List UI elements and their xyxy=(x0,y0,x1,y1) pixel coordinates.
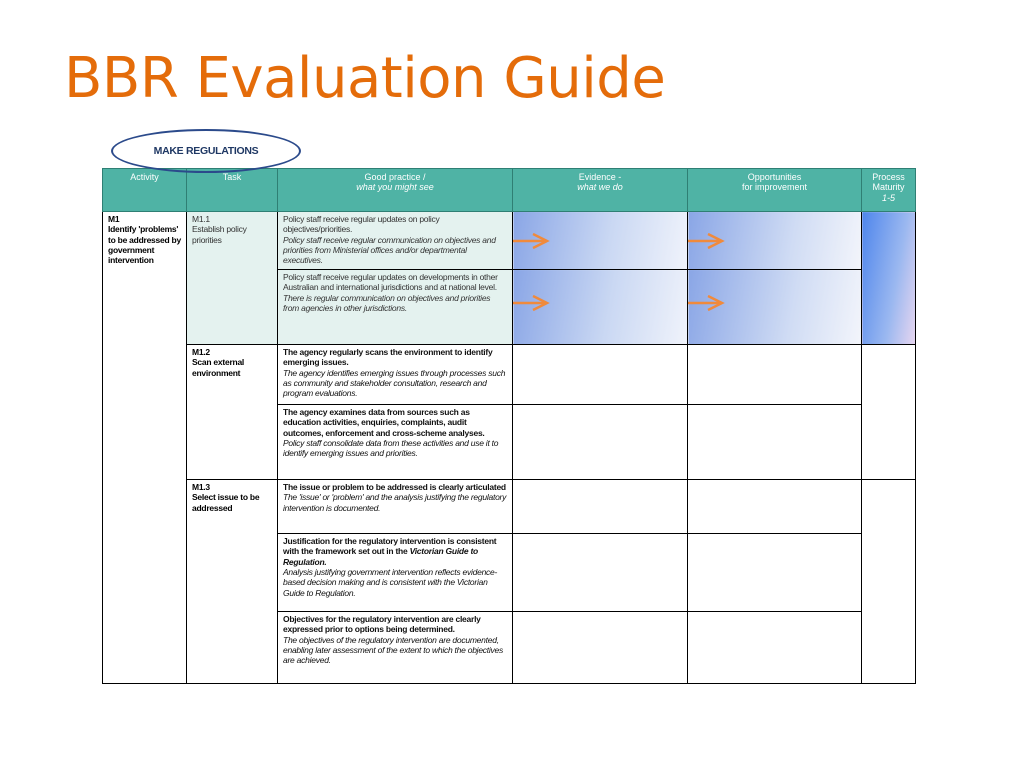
maturity-cell[interactable] xyxy=(862,480,916,684)
opportunities-cell[interactable] xyxy=(688,345,862,405)
evidence-cell[interactable] xyxy=(513,345,688,405)
section-label-oval xyxy=(111,129,301,173)
good-practice-cell: The agency examines data from sources such as education activities, enquiries, complaints, audit outcomes, enforcement and cross-scheme analyses. Policy staff consolidate data from these activities and use it to identify emerging issues and priorities. xyxy=(278,405,513,480)
task-cell-m1-1: M1.1 Establish policy priorities xyxy=(187,212,278,345)
evidence-cell[interactable] xyxy=(513,212,688,270)
table-row xyxy=(103,212,916,270)
good-practice-cell: The issue or problem to be addressed is clearly articulated The 'issue' or 'problem' and the analysis justifying the regulatory intervention is documented. xyxy=(278,480,513,534)
task-cell-m1-2: M1.2 Scan external environment xyxy=(187,345,278,480)
activity-cell: M1 Identify 'problems' to be addressed by government intervention xyxy=(103,212,187,684)
opportunities-cell[interactable] xyxy=(688,212,862,270)
arrow-right-icon xyxy=(688,233,727,249)
header-maturity: Process Maturity 1-5 xyxy=(862,169,916,212)
arrow-right-icon xyxy=(513,295,552,311)
opportunities-cell[interactable] xyxy=(688,534,862,612)
good-practice-cell: The agency regularly scans the environment to identify emerging issues. The agency identifies emerging issues through processes such as community and stakeholder consultation, research and program evaluations. xyxy=(278,345,513,405)
header-good-practice: Good practice / what you might see xyxy=(278,169,513,212)
evidence-cell[interactable] xyxy=(513,405,688,480)
opportunities-cell[interactable] xyxy=(688,270,862,345)
page-title: BBR Evaluation Guide xyxy=(64,46,666,111)
arrow-right-icon xyxy=(688,295,727,311)
good-practice-cell: Policy staff receive regular updates on policy objectives/priorities. Policy staff receive regular communication on objectives and priorities from Ministerial offices and/or departmental executives. xyxy=(278,212,513,270)
good-practice-cell: Objectives for the regulatory intervention are clearly expressed prior to options being determined. The objectives of the regulatory intervention are documented, enabling later assessment of the extent to which the objectives are achieved. xyxy=(278,612,513,684)
maturity-cell[interactable] xyxy=(862,345,916,480)
evidence-cell[interactable] xyxy=(513,612,688,684)
maturity-cell[interactable] xyxy=(862,212,916,345)
good-practice-cell: Policy staff receive regular updates on developments in other Australian and international jurisdictions and at national level. There is regular communication on objectives and priorities from agencies in other jurisdictions. xyxy=(278,270,513,345)
section-label: MAKE REGULATIONS xyxy=(153,145,259,157)
evidence-cell[interactable] xyxy=(513,270,688,345)
header-task: Task xyxy=(187,169,278,212)
good-practice-cell: Justification for the regulatory intervention is consistent with the framework set out in the Victorian Guide to Regulation. Analysis justifying government intervention reflects evidence-based decision making and is consistent with the Victorian Guide to Regulation. xyxy=(278,534,513,612)
table-header-row xyxy=(103,169,916,212)
arrow-right-icon xyxy=(513,233,552,249)
header-evidence: Evidence - what we do xyxy=(513,169,688,212)
evidence-cell[interactable] xyxy=(513,534,688,612)
opportunities-cell[interactable] xyxy=(688,405,862,480)
header-activity: Activity xyxy=(103,169,187,212)
table-row xyxy=(103,345,916,405)
task-cell-m1-3: M1.3 Select issue to be addressed xyxy=(187,480,278,684)
table-row xyxy=(103,480,916,534)
evaluation-table xyxy=(102,168,916,684)
opportunities-cell[interactable] xyxy=(688,480,862,534)
opportunities-cell[interactable] xyxy=(688,612,862,684)
header-opportunities: Opportunities for improvement xyxy=(688,169,862,212)
evidence-cell[interactable] xyxy=(513,480,688,534)
